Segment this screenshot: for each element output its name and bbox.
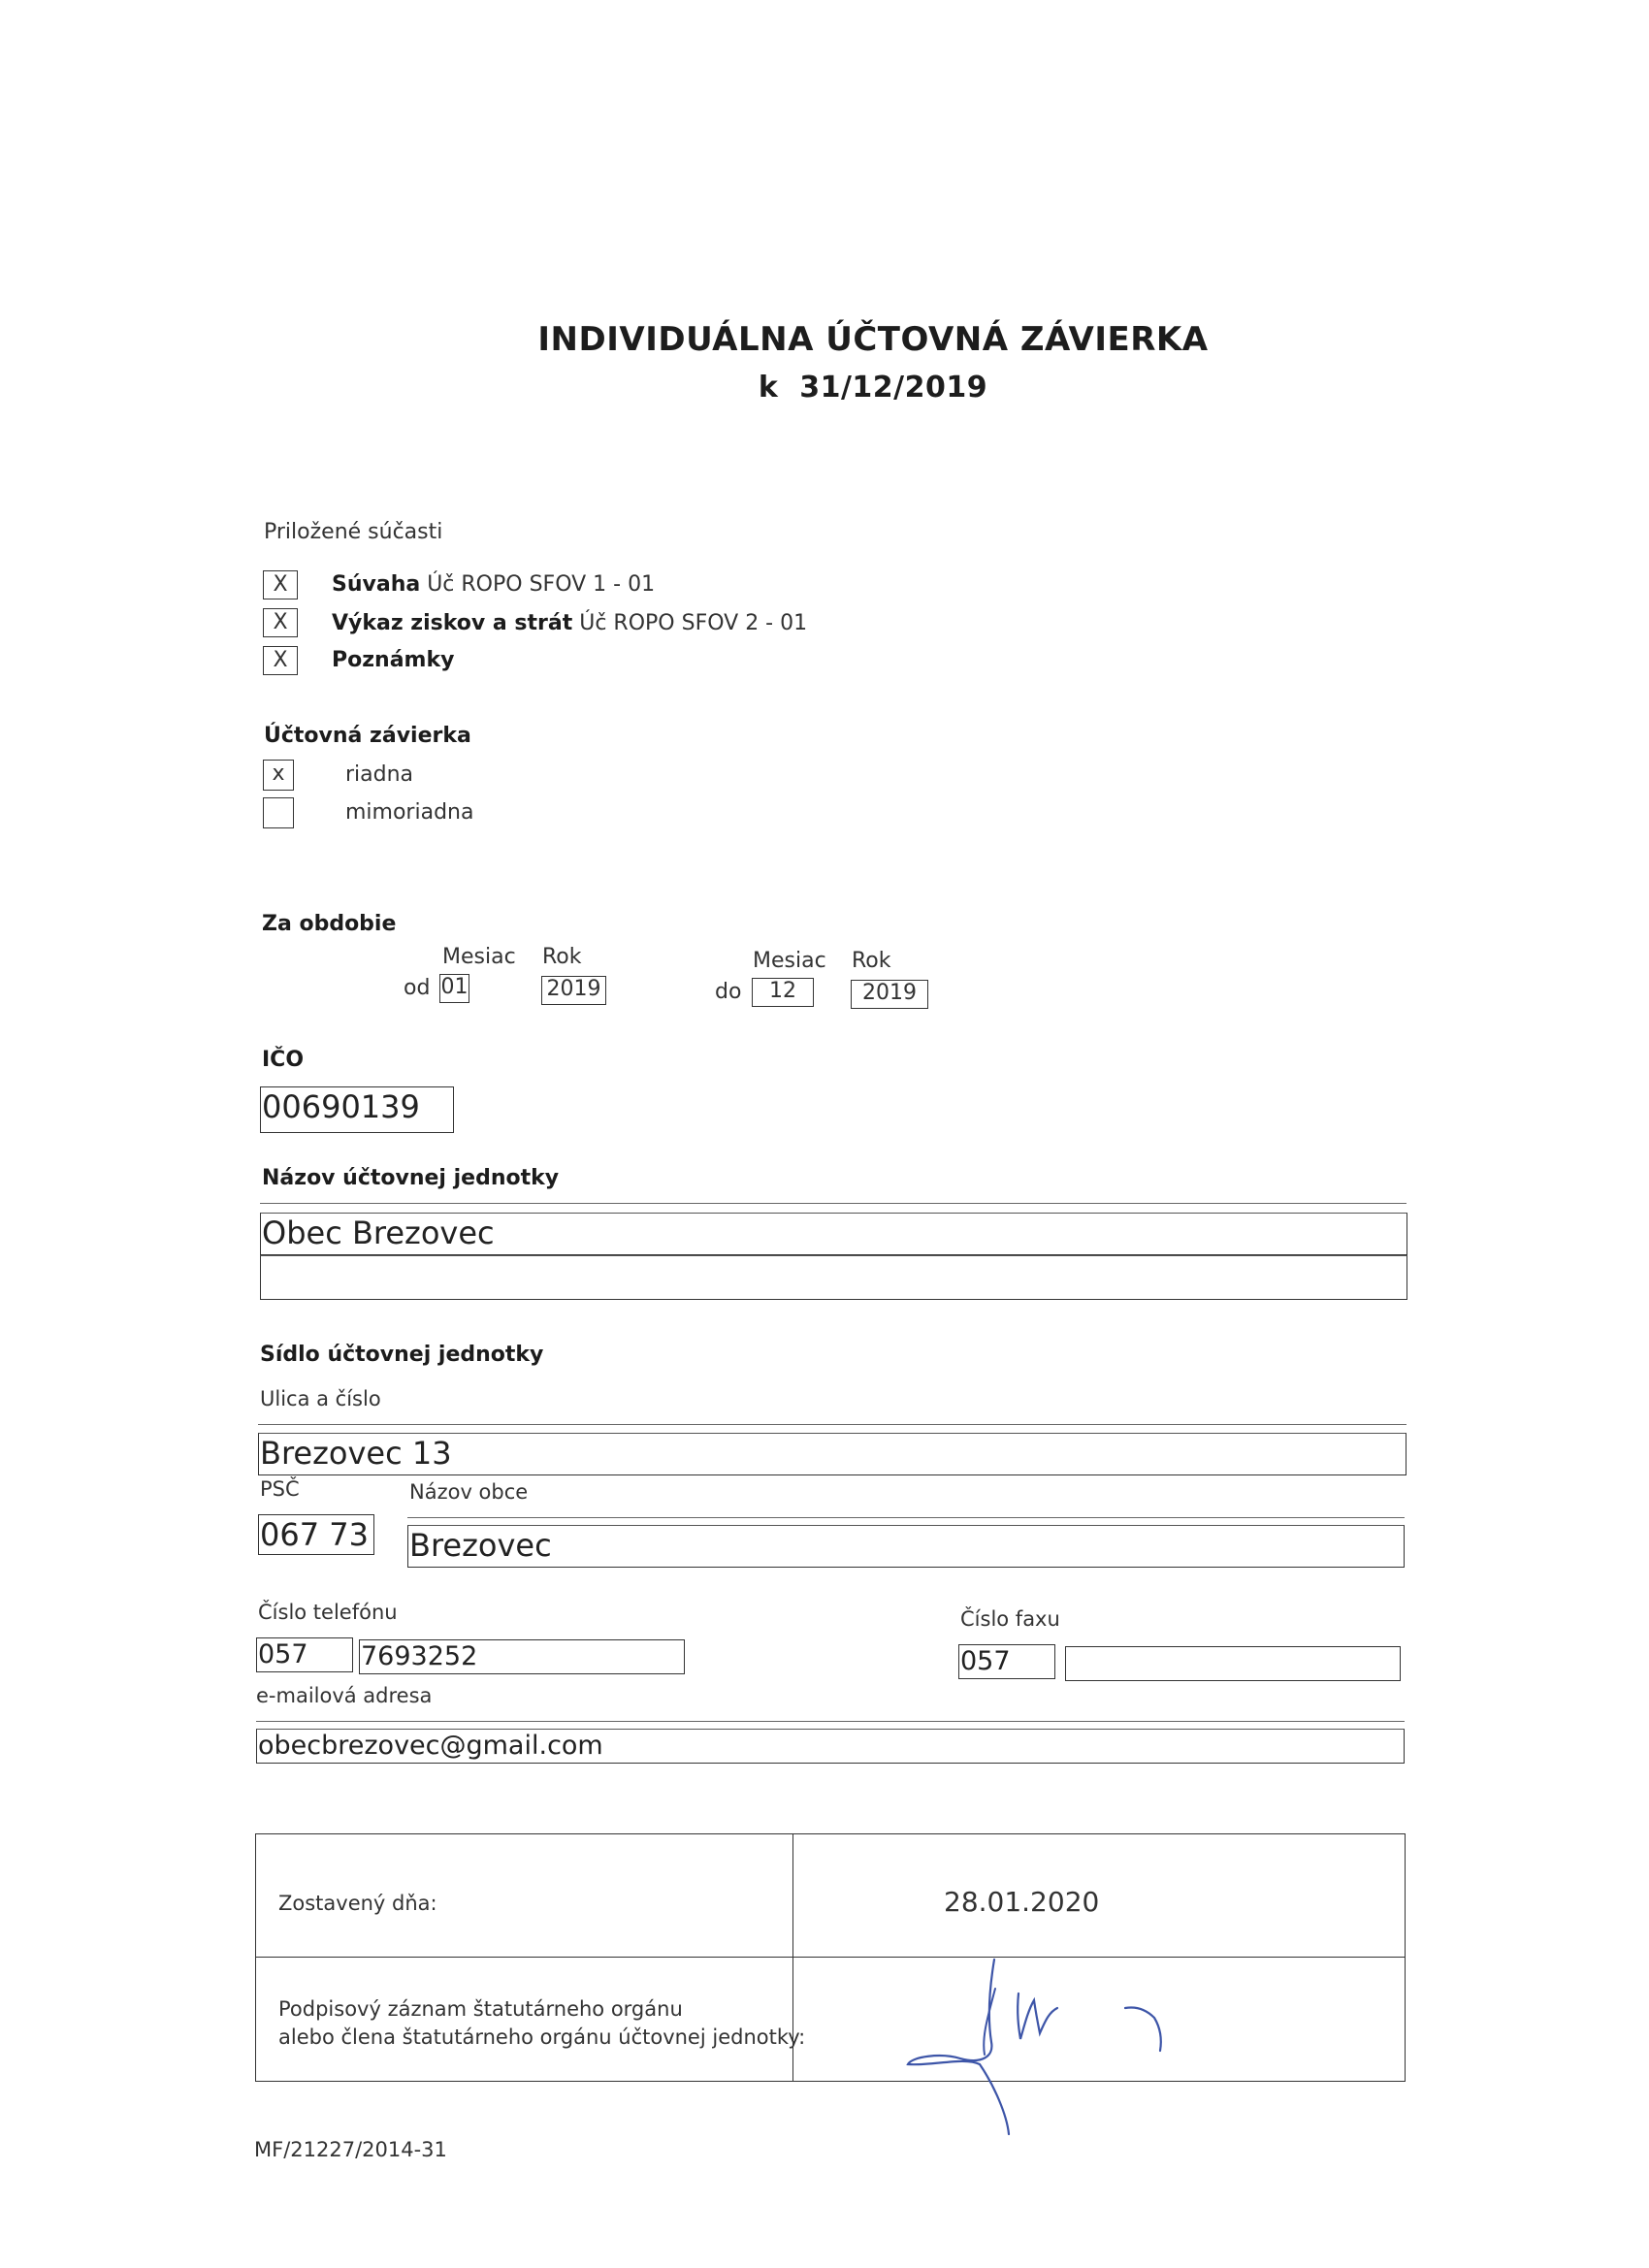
from-month-header: Mesiac xyxy=(442,945,516,969)
psc-field[interactable]: 067 73 xyxy=(258,1514,374,1555)
table-divider-horizontal xyxy=(255,1957,1406,1958)
closing-type-label: Účtovná závierka xyxy=(264,724,471,748)
checkbox-vykaz[interactable]: X xyxy=(263,608,298,637)
checkbox-poznamky[interactable]: X xyxy=(263,646,298,675)
to-month-header: Mesiac xyxy=(753,949,826,973)
street-label: Ulica a číslo xyxy=(260,1387,381,1410)
fax-label: Číslo faxu xyxy=(960,1607,1060,1631)
psc-label: PSČ xyxy=(260,1477,300,1501)
signature-image xyxy=(873,1950,1203,2144)
attachment-code: Úč ROPO SFOV 2 - 01 xyxy=(579,611,808,635)
phone-number-field[interactable]: 7693252 xyxy=(359,1639,685,1674)
phone-prefix-field[interactable]: 057 xyxy=(256,1637,353,1672)
entity-name-field-1[interactable]: Obec Brezovec xyxy=(260,1213,1407,1255)
period-label: Za obdobie xyxy=(262,912,397,936)
ico-field[interactable]: 00690139 xyxy=(260,1086,454,1133)
entity-name-label: Názov účtovnej jednotky xyxy=(262,1166,560,1190)
option-mimoriadna-label: mimoriadna xyxy=(345,800,474,825)
ico-label: IČO xyxy=(262,1048,305,1072)
phone-label: Číslo telefónu xyxy=(258,1601,398,1624)
email-field[interactable]: obecbrezovec@gmail.com xyxy=(256,1729,1405,1764)
checkbox-suvaha[interactable]: X xyxy=(263,570,298,599)
email-topline xyxy=(256,1721,1405,1722)
signature-label-line1: Podpisový záznam štatutárneho orgánu xyxy=(278,1997,683,2021)
town-topline xyxy=(407,1517,1405,1518)
checkbox-riadna[interactable]: x xyxy=(263,760,294,791)
to-label: do xyxy=(715,980,742,1004)
email-label: e-mailová adresa xyxy=(256,1684,433,1707)
form-reference: MF/21227/2014-31 xyxy=(254,2138,447,2161)
option-riadna-label: riadna xyxy=(345,762,414,787)
town-label: Názov obce xyxy=(409,1480,529,1504)
attachment-code: Úč ROPO SFOV 1 - 01 xyxy=(427,572,656,597)
report-date: k 31/12/2019 xyxy=(758,371,988,405)
fax-number-field[interactable] xyxy=(1065,1646,1401,1681)
from-label: od xyxy=(404,976,431,1000)
page-title: INDIVIDUÁLNA ÚČTOVNÁ ZÁVIERKA xyxy=(537,320,1209,359)
town-field[interactable]: Brezovec xyxy=(407,1525,1405,1568)
compiled-date: 28.01.2020 xyxy=(944,1886,1100,1918)
entity-name-topline xyxy=(260,1203,1406,1204)
entity-name-field-2[interactable] xyxy=(260,1255,1407,1300)
attachments-label: Priložené súčasti xyxy=(264,520,443,544)
seat-label: Sídlo účtovnej jednotky xyxy=(260,1343,544,1367)
attachment-item-vykaz xyxy=(332,611,807,635)
attachment-name: Poznámky xyxy=(332,648,455,672)
signature-label-line2: alebo člena štatutárneho orgánu účtovnej jednotky: xyxy=(278,2025,806,2049)
from-year-field[interactable]: 2019 xyxy=(541,976,606,1005)
attachment-item-suvaha xyxy=(332,572,655,597)
from-month-field[interactable]: 01 xyxy=(439,974,469,1003)
to-year-field[interactable]: 2019 xyxy=(851,980,928,1009)
to-year-header: Rok xyxy=(852,949,891,973)
from-year-header: Rok xyxy=(542,945,582,969)
fax-prefix-field[interactable]: 057 xyxy=(958,1644,1055,1679)
to-month-field[interactable]: 12 xyxy=(752,978,814,1007)
street-topline xyxy=(258,1424,1406,1425)
street-field[interactable]: Brezovec 13 xyxy=(258,1433,1406,1475)
attachment-name: Súvaha xyxy=(332,572,421,597)
checkbox-mimoriadna[interactable] xyxy=(263,797,294,828)
compiled-label: Zostavený dňa: xyxy=(278,1892,437,1915)
attachment-name: Výkaz ziskov a strát xyxy=(332,611,573,635)
